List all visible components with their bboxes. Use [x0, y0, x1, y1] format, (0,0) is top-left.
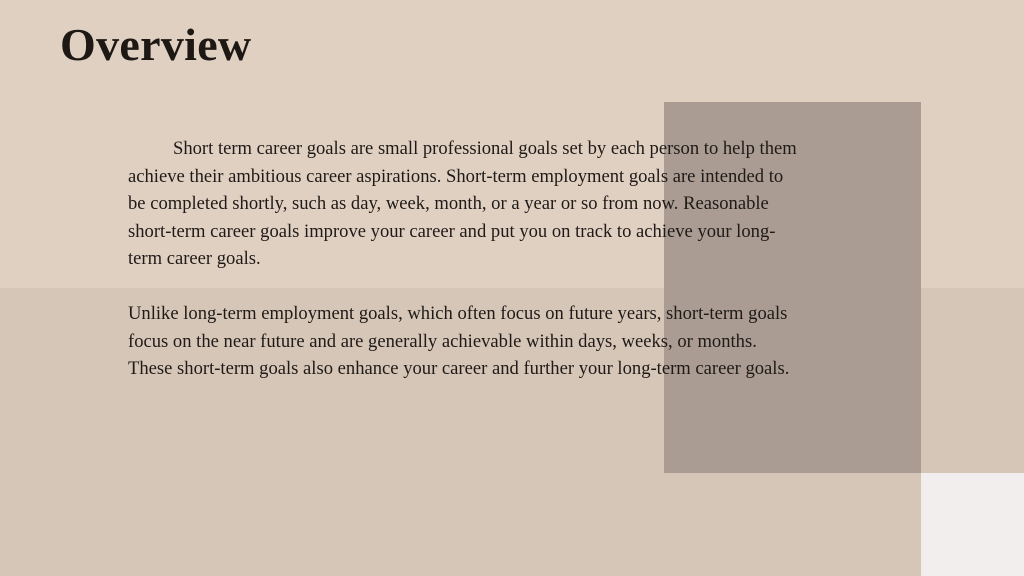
- paragraph-short-vs-long-term: Unlike long-term employment goals, which often focus on future years, short-term goals focus on the near future and are generally achievable within days, weeks, or months. These short-term goals also enhance your career and further your long-term career goals.: [128, 303, 790, 379]
- slide-body: [128, 135, 803, 383]
- corner-decoration-block: [921, 473, 1024, 576]
- slide-title: Overview: [60, 19, 252, 70]
- paragraph-short-term-definition: Short term career goals are small professional goals set by each person to help them achieve their ambitious career aspirations. Short-term employment goals are intended to be completed shortly, such as day, week, month, or a year or so from now. Reasonable short-term career goals improve your career and put you on track to achieve your long-term career goals.: [128, 138, 797, 269]
